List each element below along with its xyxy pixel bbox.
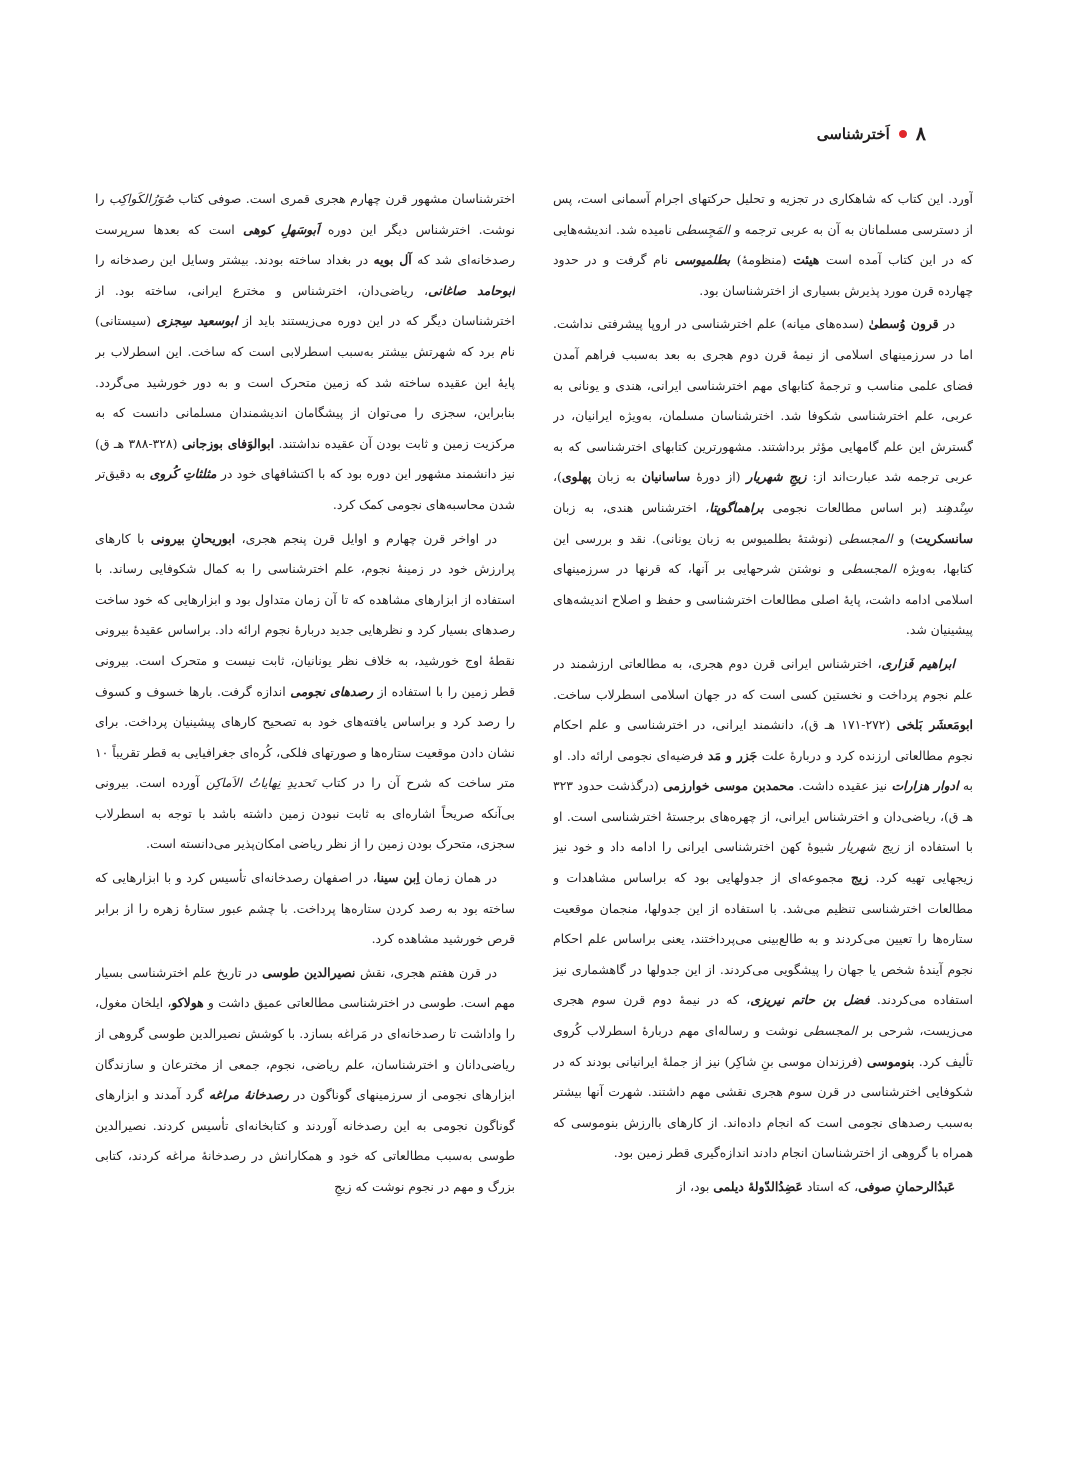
- paragraph: در همان زمان اِبن سینا، در اصفهان رصدخانه‌ای تأسیس کرد و با ابزارهایی که ساخته بود به رصد کردن ستاره‌ها پرداخت. با چشم عبور ستارهٔ زهره را از برابر قرص خورشید مشاهده کرد.: [95, 870, 515, 947]
- bullet-dot-icon: [899, 130, 907, 138]
- paragraph: در اواخر قرن چهارم و اوایل قرن پنجم هجری، ابوریحانِ بیرونی با کارهای پرارزش خود در زمینهٔ نجوم، علم اخترشناسی را به کمال شکوفایی رساند. با استفاده از ابزارهای مشاهده که تا آن زمان متداول بود و ابزارهایی که خود ساخت رصدهای بسیار کرد و نظرهایی جدید دربارهٔ نجوم ارائه داد. براساس عقیدهٔ بیرونی نقطهٔ اوج خورشید، به خلاف نظر یونانیان، ثابت نیست و متحرک است. بیرونی قطر زمین را با استفاده از رصدهای نجومی اندازه گرفت. بارها خسوف و کسوف را رصد کرد و براساس یافته‌های خود به تصحیح کارهای پیشینیان پرداخت. برای نشان دادن موقعیت ستاره‌ها و صورتهای فلکی، کُره‌ای جغرافیایی به قطر تقریباً ۱۰ متر ساخت که شرح آن را در کتاب تَحدیدِ نِهایاتُ الاَماکِن آورده است. بیرونی بی‌آنکه صریحاً اشاره‌ای به ثابت نبودن زمین داشته باشد با توجه به اسطرلاب سجزی، متحرک بودن زمین را از نظر ریاضی امکان‌پذیر می‌دانسته است.: [95, 530, 515, 852]
- section-title: اَخترشناسی: [816, 125, 890, 143]
- left-column: [95, 184, 515, 1324]
- page-header: [526, 118, 926, 150]
- paragraph: عَبدُالرحمانِ صوفی، که استاد عَضِدُالدّولهٔ دیلمی بود، از: [676, 1179, 955, 1194]
- paragraph: آورد. این کتاب که شاهکاری در تجزیه و تحلیل حرکتهای اجرام آسمانی است، پس از دسترسی مسلمانان به آن به عربی ترجمه و المَجِسطی نامیده شد. اندیشه‌هایی که در این کتاب آمده است هیئت (منظومهٔ) بطلمیوسی نام گرفت و در حدود چهارده قرن مورد پذیرش بسیاری از اخترشناسان بود.: [553, 191, 973, 298]
- right-column: [553, 184, 973, 1324]
- paragraph: اخترشناسان مشهور قرن چهارم هجری قمری است. صوفی کتاب صُوَرُالکَواکِب را نوشت. اخترشناس دیگر این دوره اَبوسَهلِ کوهی است که بعدها سرپرست رصدخانه‌ای شد که آل بویه در بغداد ساخته بودند. بیشتر وسایل این رصدخانه را ابوحامد صاغانی، ریاضی‌دان، اخترشناس و مخترع ایرانی، ساخته بود. از اخترشناسان دیگر که در این دوره می‌زیستند باید از ابوسعید سِجزی (سیستانی) نام برد که شهرتش بیشتر به‌سبب اسطرلابی است که ساخت. این اسطرلاب بر پایهٔ این عقیده ساخته شد که زمین متحرک است و به دور خورشید می‌گردد. بنابراین، سجزی را می‌توان از پیشگامان اندیشمندان مسلمانی دانست که به مرکزیت زمین و ثابت بودن آن عقیده نداشتند. ابوالوَفای بوزجانی (۳۲۸-۳۸۸ هـ ق) نیز دانشمند مشهور این دوره بود که با اکتشافهای خود در مثلثاتِ کُروی به دقیق‌تر شدن محاسبه‌های نجومی کمک کرد.: [95, 191, 515, 512]
- paragraph: در قرن هفتم هجری، نقش نصیرالدین طوسی در تاریخ علم اخترشناسی بسیار مهم است. طوسی در اخترشناسی مطالعاتی عمیق داشت و هولاکو، ایلخان مغول، را واداشت تا رصدخانه‌ای در مَراغه بسازد. با کوشش نصیرالدین طوسی گروهی از ریاضی‌دانان و اخترشناسان، علم ریاضی، نجوم، جمعی از مخترعان و سازندگان ابزارهای نجومی از سرزمینهای گوناگون در رصدخانهٔ مراغه گرد آمدند و ابزارهای گوناگون نجومی به این رصدخانه آوردند و کتابخانه‌ای تأسیس کردند. نصیرالدین طوسی به‌سبب مطالعاتی که خود و همکارانش در رصدخانهٔ مراغه کردند، کتابی بزرگ و مهم در نجوم نوشت که زیجِ: [95, 964, 515, 1194]
- paragraph: ابراهیم فَزاری، اخترشناس ایرانی قرن دوم هجری، به مطالعاتی ارزشمند در علم نجوم پرداخت و نخستین کسی است که در جهان اسلامی اسطرلاب ساخت. ابومَعشَر بَلخی (۲۷۲-۱۷۱ هـ ق)، دانشمند ایرانی، در اخترشناسی و علم احکام نجوم مطالعاتی ارزنده کرد و دربارهٔ علت جَزر و مَد فرضیه‌ای نجومی ارائه داد. او به ادوار هزارات نیز عقیده داشت. محمدبن موسی خوارزمی (درگذشت حدود ۳۲۳ هـ ق)، ریاضی‌دان و اخترشناس ایرانی، از چهره‌های برجستهٔ اخترشناسی است. او با استفاده از زیج شهریار شیوهٔ کهن اخترشناسی ایرانی را ادامه داد و خود نیز زیجهایی تهیه کرد. زیج مجموعه‌ای از جدولهایی بود که براساس مشاهدات و مطالعات اخترشناسی تنظیم می‌شد. با استفاده از این جدولها، منجمان موقعیت ستاره‌ها را تعیین می‌کردند و به طالع‌بینی می‌پرداختند، یعنی براساس علم احکام نجوم آیندهٔ شخص یا جهان را پیشگویی می‌کردند. از این جدولها در گاهشماری نیز استفاده می‌کردند. فضل بن حاتم نیریزی، که در نیمهٔ دوم قرن سوم هجری می‌زیست، شرحی بر المجسطی نوشت و رساله‌ای مهم دربارهٔ اسطرلاب کُروی تألیف کرد. بنوموسی (فرزندان موسی بنِ شاکِر) نیز از جملهٔ ایرانیانی بودند که در شکوفایی اخترشناسی در قرن سوم هجری نقشی مهم داشتند. شهرت آنها بیشتر به‌سبب رصدهای نجومی است که انجام داده‌اند. از کارهای باارزش بنوموسی که همراه با گروهی از اخترشناسان انجام دادند اندازه‌گیری قطر زمین بود.: [553, 655, 973, 1161]
- page-number: ۸: [915, 123, 926, 145]
- paragraph: در قرون وُسطیٰ (سده‌های میانه) علم اخترشناسی در اروپا پیشرفتی نداشت. اما در سرزمینهای اسلامی از نیمهٔ قرن دوم هجری به بعد به‌سبب فراهم آمدن فضای علمی مناسب و ترجمهٔ کتابهای مهم اخترشناسی ایرانی، هندی و یونانی به عربی، علم اخترشناسی شکوفا شد. اخترشناسان مسلمان، به‌ویژه ایرانیان، در گسترش این علم گامهایی مؤثر برداشتند. مشهورترین کتابهای اخترشناسی که به عربی ترجمه شد عبارت‌اند از: زیجِ شهریار (از دورهٔ ساسانیان به زبان پهلوی)، سِنْدهِند (بر اساس مطالعات نجومی براهماگوپتا، اخترشناس هندی، به زبان سانسکریت) و المجسطی (نوشتهٔ بطلمیوس به زبان یونانی). نقد و بررسی این کتابها، به‌ویژه المجسطی و نوشتن شرحهایی بر آنها، که قرنها در سرزمینهای اسلامی ادامه داشت، پایهٔ اصلی مطالعات اخترشناسی و حفظ و اصلاح اندیشه‌های پیشینیان شد.: [553, 316, 973, 638]
